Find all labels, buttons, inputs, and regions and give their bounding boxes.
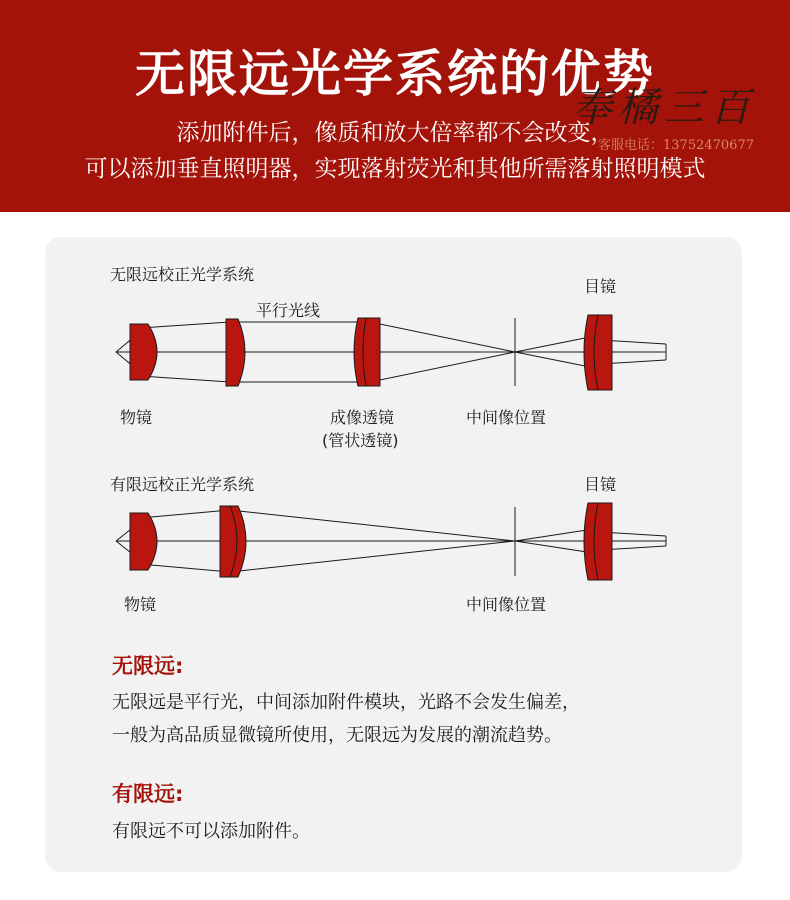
intermediate-image-label: 中间像位置 — [466, 408, 547, 427]
ray — [140, 510, 230, 518]
banner-subtitle-line2: 可以添加垂直照明器，实现落射荧光和其他所需落射照明模式 — [84, 156, 706, 182]
objective-label: 物镜 — [120, 408, 153, 427]
finite-section-title: 有限远: — [112, 782, 184, 806]
eyepiece-lens — [584, 315, 612, 390]
finite-diagram-title: 有限远校正光学系统 — [110, 475, 255, 494]
infinity-section-title: 无限远: — [112, 654, 184, 678]
objective-label: 物镜 — [124, 595, 157, 614]
watermark-signature: 奉橘三百 — [572, 85, 756, 131]
ray — [370, 352, 515, 382]
ray — [230, 510, 515, 541]
watermark-phone: 客服电话：13752470677 — [598, 138, 754, 153]
page-title: 无限远光学系统的优势 — [135, 45, 655, 103]
parallel-lens — [226, 319, 245, 386]
infinity-diagram-title: 无限远校正光学系统 — [110, 265, 255, 284]
ray — [140, 376, 230, 382]
ray — [140, 564, 230, 572]
ray — [140, 322, 230, 328]
eyepiece-label: 目镜 — [584, 475, 617, 494]
ray — [230, 541, 515, 572]
infinity-section-line2: 一般为高品质显微镜所使用，无限远为发展的潮流趋势。 — [112, 725, 562, 746]
finite-section-line1: 有限远不可以添加附件。 — [112, 821, 310, 842]
infinity-section-line1: 无限远是平行光，中间添加附件模块，光路不会发生偏差， — [112, 692, 580, 713]
ray — [370, 322, 515, 352]
banner-subtitle-line1: 添加附件后，像质和放大倍率都不会改变， — [176, 120, 614, 146]
second-lens — [220, 506, 246, 577]
objective-lens — [130, 513, 157, 570]
intermediate-image-label: 中间像位置 — [466, 595, 547, 614]
parallel-light-label: 平行光线 — [256, 301, 321, 320]
tube-lens — [354, 318, 380, 386]
objective-lens — [130, 324, 157, 380]
eyepiece-lens — [584, 503, 612, 580]
tube-lens-sub-label: (管状透镜) — [322, 431, 399, 450]
eyepiece-label: 目镜 — [584, 277, 617, 296]
tube-lens-label: 成像透镜 — [330, 408, 395, 427]
